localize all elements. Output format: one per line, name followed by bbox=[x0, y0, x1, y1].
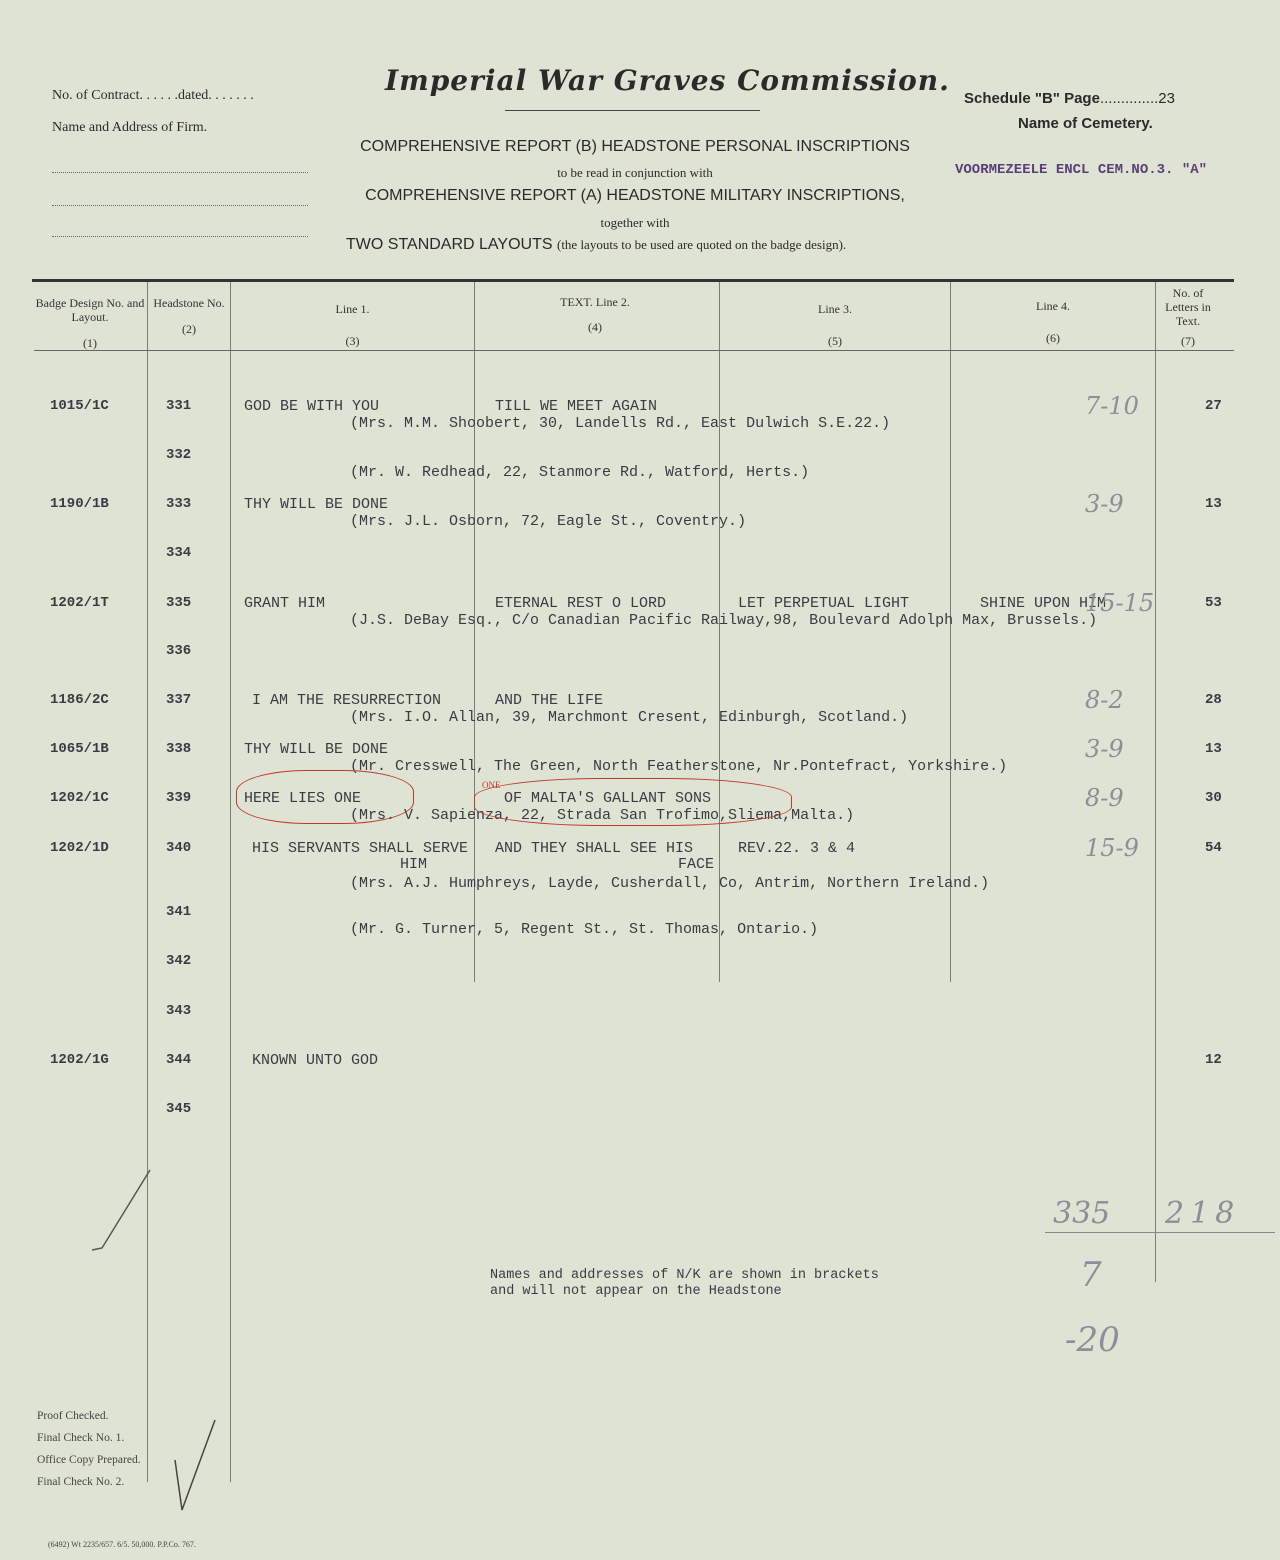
headstone-number: 335 bbox=[166, 595, 192, 611]
col-header-headstone bbox=[148, 296, 230, 336]
inscription-line-2: AND THE LIFE bbox=[495, 692, 604, 709]
report-a-heading: COMPREHENSIVE REPORT (A) HEADSTONE MILITARY INSCRIPTIONS, bbox=[365, 187, 905, 204]
headstone-number: 340 bbox=[166, 840, 192, 856]
check-proof: Proof Checked. bbox=[37, 1410, 109, 1422]
inscription-line-4: SHINE UPON HIM bbox=[980, 595, 1107, 612]
contract-label: No. of Contract. . . . . .dated. . . . . . . bbox=[52, 88, 254, 103]
headstone-number: 333 bbox=[166, 496, 192, 512]
headstone-number: 341 bbox=[166, 904, 192, 920]
next-of-kin-address: (Mr. G. Turner, 5, Regent St., St. Thomas, Ontario.) bbox=[350, 921, 819, 938]
next-of-kin-address: (Mrs. M.M. Shoobert, 30, Landells Rd., East Dulwich S.E.22.) bbox=[350, 415, 891, 432]
badge-design: 1202/1D bbox=[50, 840, 109, 856]
conjunction-text: to be read in conjunction with bbox=[557, 165, 713, 180]
check-office-copy: Office Copy Prepared. bbox=[37, 1454, 141, 1466]
headstone-number: 334 bbox=[166, 545, 192, 561]
footnote bbox=[490, 1268, 879, 1300]
col-num: (2) bbox=[182, 322, 196, 336]
headstone-number: 338 bbox=[166, 741, 192, 757]
inscription-line-1: GOD BE WITH YOU bbox=[244, 398, 380, 415]
schedule-text: Schedule "B" Page bbox=[964, 90, 1100, 107]
letter-count: 13 bbox=[1205, 741, 1222, 757]
badge-design: 1015/1C bbox=[50, 398, 109, 414]
letter-count: 12 bbox=[1205, 1052, 1222, 1068]
inscription-line-3: LET PERPETUAL LIGHT bbox=[738, 595, 910, 612]
inscription-line-2-cont: FACE bbox=[678, 856, 715, 873]
badge-design: 1186/2C bbox=[50, 692, 109, 708]
next-of-kin-address: (J.S. DeBay Esq., C/o Canadian Pacific Railway,98, Boulevard Adolph Max, Brussels.) bbox=[350, 612, 1098, 629]
title-rule bbox=[505, 110, 760, 111]
col-num: (5) bbox=[828, 334, 842, 348]
column-divider bbox=[1155, 282, 1156, 1282]
report-b-heading: COMPREHENSIVE REPORT (B) HEADSTONE PERSONAL INSCRIPTIONS bbox=[360, 138, 910, 155]
col-label: Badge Design No. and Layout. bbox=[35, 296, 145, 324]
col-num: (6) bbox=[1046, 331, 1060, 345]
letter-count: 53 bbox=[1205, 595, 1222, 611]
correction-circle bbox=[236, 770, 414, 824]
handwritten-tally: 8-2 bbox=[1085, 686, 1124, 714]
table-top-rule bbox=[32, 279, 1234, 282]
col-header-badge bbox=[34, 296, 146, 350]
next-of-kin-address: (Mr. W. Redhead, 22, Stanmore Rd., Watford, Herts.) bbox=[350, 464, 810, 481]
inscription-line-2: ETERNAL REST O LORD bbox=[495, 595, 667, 612]
footnote-line: Names and addresses of N/K are shown in brackets bbox=[490, 1268, 879, 1283]
next-of-kin-address: (Mrs. V. Sapienza, 22, Strada San Trofimo,Sliema,Malta.) bbox=[350, 807, 855, 824]
schedule-label bbox=[964, 90, 1175, 107]
inscription-line-1: KNOWN UNTO GOD bbox=[252, 1052, 379, 1069]
letter-count: 28 bbox=[1205, 692, 1222, 708]
layouts-label: TWO STANDARD LAYOUTS bbox=[346, 236, 553, 253]
header-bottom-rule bbox=[34, 350, 1234, 351]
col-header-line2 bbox=[490, 295, 700, 334]
col-label: Headstone No. bbox=[153, 296, 225, 310]
headstone-number: 343 bbox=[166, 1003, 192, 1019]
col-num: (7) bbox=[1181, 334, 1195, 348]
headstone-number: 345 bbox=[166, 1101, 192, 1117]
inscription-line-1: THY WILL BE DONE bbox=[244, 496, 389, 513]
col-header-line3 bbox=[720, 302, 950, 348]
inscription-line-1: HERE LIES ONE bbox=[244, 790, 362, 807]
firm-label: Name and Address of Firm. bbox=[52, 120, 208, 135]
page-dots: .............. bbox=[1099, 90, 1159, 107]
firm-line bbox=[52, 236, 308, 237]
hand-note: -20 bbox=[1065, 1320, 1120, 1360]
count-total: 218 bbox=[1165, 1196, 1241, 1231]
headstone-number: 331 bbox=[166, 398, 192, 414]
cemetery-name: VOORMEZEELE ENCL CEM.NO.3. "A" bbox=[955, 162, 1208, 178]
totals-rule bbox=[1045, 1232, 1275, 1233]
inscription-line-1: THY WILL BE DONE bbox=[244, 741, 389, 758]
check-final-1: Final Check No. 1. bbox=[37, 1432, 125, 1444]
badge-design: 1202/1T bbox=[50, 595, 109, 611]
layouts-note: (the layouts to be used are quoted on the badge design). bbox=[556, 237, 847, 252]
col-num: (3) bbox=[345, 334, 360, 348]
badge-design: 1190/1B bbox=[50, 496, 109, 512]
headstone-number: 342 bbox=[166, 953, 192, 969]
col-label: No. of Letters in Text. bbox=[1165, 286, 1211, 328]
handwritten-tally: 3-9 bbox=[1085, 735, 1124, 763]
next-of-kin-address: (Mr. Cresswell, The Green, North Featherstone, Nr.Pontefract, Yorkshire.) bbox=[350, 758, 1008, 775]
check-final-2: Final Check No. 2. bbox=[37, 1476, 125, 1488]
headstone-number: 344 bbox=[166, 1052, 192, 1068]
inscription-line-2: OF MALTA'S GALLANT SONS bbox=[504, 790, 712, 807]
hand-total: 335 bbox=[1053, 1196, 1111, 1231]
letter-count: 30 bbox=[1205, 790, 1222, 806]
headstone-number: 336 bbox=[166, 643, 192, 659]
printer-imprint: (6492) Wt 2235/657. 6/5. 50,000. P.P.Co. 767. bbox=[48, 1540, 196, 1549]
headstone-number: 332 bbox=[166, 447, 192, 463]
tick-marks bbox=[90, 1150, 250, 1520]
next-of-kin-address: (Mrs. A.J. Humphreys, Layde, Cusherdall, Co, Antrim, Northern Ireland.) bbox=[350, 875, 990, 892]
correction-text: ONE bbox=[482, 780, 501, 790]
letter-count: 27 bbox=[1205, 398, 1222, 414]
col-header-line4 bbox=[951, 299, 1155, 345]
together-text: together with bbox=[600, 215, 670, 230]
handwritten-tally: 15-15 bbox=[1085, 589, 1155, 617]
page-number: 23 bbox=[1158, 90, 1175, 107]
inscription-line-3: REV.22. 3 & 4 bbox=[738, 840, 856, 857]
handwritten-tally: 7-10 bbox=[1085, 392, 1139, 420]
handwritten-tally: 3-9 bbox=[1085, 490, 1124, 518]
inscription-line-1: GRANT HIM bbox=[244, 595, 326, 612]
inscription-line-1-cont: HIM bbox=[400, 856, 428, 873]
col-header-count bbox=[1156, 286, 1220, 348]
badge-design: 1202/1G bbox=[50, 1052, 109, 1068]
inscription-line-1: I AM THE RESURRECTION bbox=[252, 692, 442, 709]
inscription-line-1: HIS SERVANTS SHALL SERVE bbox=[252, 840, 469, 857]
letter-count: 13 bbox=[1205, 496, 1222, 512]
hand-note: 7 bbox=[1080, 1255, 1102, 1295]
col-label: Line 3. bbox=[818, 302, 852, 316]
footnote-line: and will not appear on the Headstone bbox=[490, 1284, 782, 1299]
col-header-line1 bbox=[231, 302, 474, 348]
col-num: (1) bbox=[83, 336, 97, 350]
handwritten-tally: 8-9 bbox=[1085, 784, 1124, 812]
next-of-kin-address: (Mrs. I.O. Allan, 39, Marchmont Cresent, Edinburgh, Scotland.) bbox=[350, 709, 909, 726]
cemetery-label: Name of Cemetery. bbox=[1018, 115, 1153, 132]
col-label: Line 4. bbox=[1036, 299, 1070, 313]
letter-count: 54 bbox=[1205, 840, 1222, 856]
firm-line bbox=[52, 205, 308, 206]
inscription-line-2: AND THEY SHALL SEE HIS bbox=[495, 840, 694, 857]
badge-design: 1202/1C bbox=[50, 790, 109, 806]
headstone-number: 339 bbox=[166, 790, 192, 806]
headstone-number: 337 bbox=[166, 692, 192, 708]
col-label: Line 1. bbox=[335, 302, 370, 316]
handwritten-tally: 15-9 bbox=[1085, 834, 1139, 862]
inscription-line-2: TILL WE MEET AGAIN bbox=[495, 398, 658, 415]
badge-design: 1065/1B bbox=[50, 741, 109, 757]
layouts-heading bbox=[346, 236, 846, 254]
next-of-kin-address: (Mrs. J.L. Osborn, 72, Eagle St., Coventry.) bbox=[350, 513, 747, 530]
document-title: Imperial War Graves Commission. bbox=[385, 64, 950, 97]
correction-circle bbox=[474, 778, 792, 826]
col-label: TEXT. Line 2. bbox=[560, 295, 630, 309]
col-num: (4) bbox=[588, 320, 602, 334]
